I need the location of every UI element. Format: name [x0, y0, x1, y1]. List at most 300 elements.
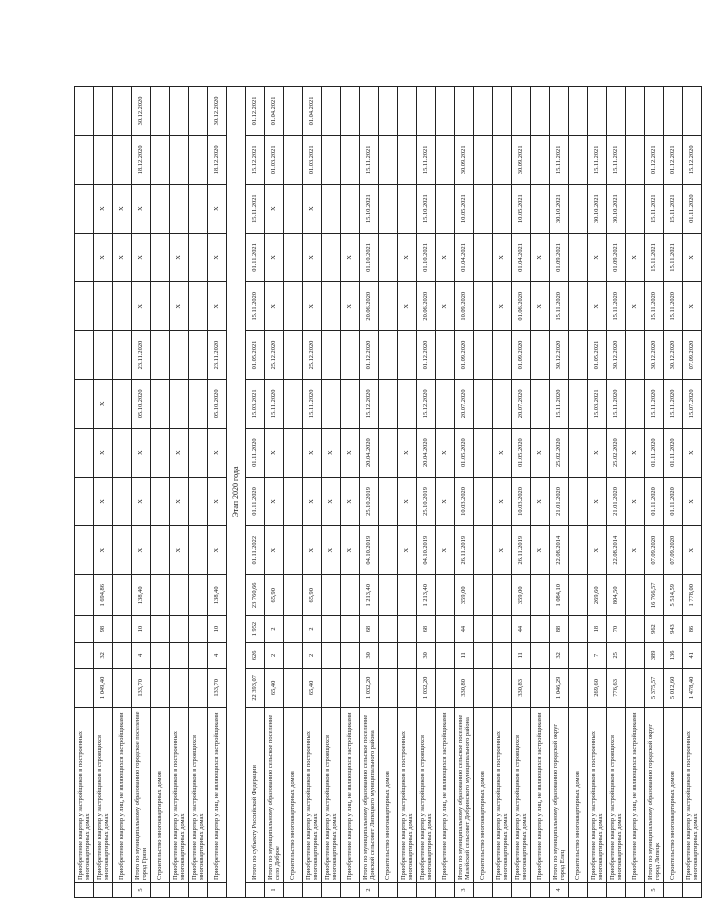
- date-cell: [189, 184, 208, 233]
- date-cell: X: [208, 477, 227, 526]
- stage-header-row: [227, 87, 246, 898]
- numeric-cell: 16 766,57: [645, 575, 664, 616]
- date-cell: X: [588, 282, 607, 331]
- date-cell: 01.11.2021: [246, 233, 265, 282]
- numeric-cell: [113, 616, 132, 642]
- numeric-cell: 962: [645, 616, 664, 642]
- date-cell: [322, 87, 341, 136]
- date-cell: [284, 477, 303, 526]
- numeric-cell: [379, 642, 398, 668]
- date-cell: X: [398, 428, 417, 477]
- numeric-cell: [626, 642, 645, 668]
- date-cell: [569, 184, 588, 233]
- numeric-cell: 18: [588, 616, 607, 642]
- date-cell: X: [493, 428, 512, 477]
- date-cell: [284, 87, 303, 136]
- date-cell: [113, 135, 132, 184]
- numeric-cell: [189, 616, 208, 642]
- date-cell: X: [170, 526, 189, 575]
- date-cell: [398, 184, 417, 233]
- date-cell: 22.08.2014: [550, 526, 569, 575]
- numeric-cell: [474, 575, 493, 616]
- date-cell: [322, 282, 341, 331]
- date-cell: 30.10.2021: [588, 184, 607, 233]
- date-cell: X: [626, 526, 645, 575]
- numeric-cell: [569, 575, 588, 616]
- date-cell: [607, 87, 626, 136]
- date-cell: X: [170, 233, 189, 282]
- date-cell: X: [683, 526, 702, 575]
- date-cell: [284, 135, 303, 184]
- date-cell: 15.11.2021: [360, 135, 379, 184]
- date-cell: X: [94, 477, 113, 526]
- numeric-cell: [75, 575, 94, 616]
- numeric-cell: 4: [208, 642, 227, 668]
- date-cell: [531, 87, 550, 136]
- numeric-cell: 389: [645, 642, 664, 668]
- numeric-cell: [284, 616, 303, 642]
- date-cell: [341, 135, 360, 184]
- date-cell: X: [132, 477, 151, 526]
- date-cell: X: [398, 526, 417, 575]
- row-description: Приобретение квартир у застройщиков в построенных многоквартирных домах: [303, 707, 322, 882]
- date-cell: [379, 379, 398, 428]
- date-cell: [189, 477, 208, 526]
- numeric-cell: 1 084,10: [550, 575, 569, 616]
- numeric-cell: 138,40: [208, 575, 227, 616]
- date-cell: X: [626, 282, 645, 331]
- date-cell: [75, 477, 94, 526]
- row-description: Приобретение квартир у застройщиков в строящихся многоквартирных домах: [189, 707, 208, 882]
- date-cell: 15.11.2020: [607, 379, 626, 428]
- date-cell: 01.10.2021: [360, 233, 379, 282]
- row-number: [436, 882, 455, 897]
- numeric-cell: 133,70: [132, 668, 151, 707]
- date-cell: X: [303, 526, 322, 575]
- date-cell: X: [94, 233, 113, 282]
- numeric-cell: 5 012,60: [664, 668, 683, 707]
- date-cell: 20.07.2020: [455, 379, 474, 428]
- numeric-cell: [341, 642, 360, 668]
- stage-title: Этап 2020 года: [227, 87, 246, 898]
- row-number: [474, 882, 493, 897]
- row-number: [569, 882, 588, 897]
- date-cell: 15.11.2021: [664, 233, 683, 282]
- row-description: Приобретение квартир у лиц, не являющихся застройщиками: [626, 707, 645, 882]
- date-cell: X: [341, 282, 360, 331]
- table-row: [151, 87, 170, 898]
- table-row: [284, 87, 303, 898]
- numeric-cell: 68: [360, 616, 379, 642]
- numeric-cell: 1 694,86: [94, 575, 113, 616]
- table-row: [341, 87, 360, 898]
- date-cell: X: [208, 233, 227, 282]
- date-cell: X: [265, 428, 284, 477]
- date-cell: X: [398, 233, 417, 282]
- table-row: [645, 87, 664, 898]
- date-cell: 01.05.2021: [588, 331, 607, 380]
- numeric-cell: [569, 668, 588, 707]
- date-cell: [569, 477, 588, 526]
- table-row: [531, 87, 550, 898]
- date-cell: X: [265, 526, 284, 575]
- date-cell: [151, 526, 170, 575]
- numeric-cell: 1 032,20: [360, 668, 379, 707]
- date-cell: 15.07.2020: [683, 379, 702, 428]
- numeric-cell: 65,90: [265, 575, 284, 616]
- date-cell: [436, 379, 455, 428]
- date-cell: 01.11.2020: [645, 428, 664, 477]
- date-cell: 04.10.2019: [417, 526, 436, 575]
- numeric-cell: [531, 668, 550, 707]
- date-cell: [94, 331, 113, 380]
- numeric-cell: 943: [664, 616, 683, 642]
- date-cell: 01.03.2021: [265, 135, 284, 184]
- date-cell: [474, 379, 493, 428]
- numeric-cell: [170, 668, 189, 707]
- row-description: Итого по муниципальному образованию сельское поселение Донской сельсовет Липецкого муниципального района: [360, 707, 379, 882]
- row-number: 3: [455, 882, 474, 897]
- date-cell: [398, 331, 417, 380]
- numeric-cell: 2: [303, 642, 322, 668]
- table-row: [550, 87, 569, 898]
- date-cell: X: [626, 233, 645, 282]
- numeric-cell: [341, 575, 360, 616]
- date-cell: 18.12.2020: [208, 135, 227, 184]
- numeric-cell: 65,40: [265, 668, 284, 707]
- date-cell: [170, 135, 189, 184]
- row-description: Итого по муниципальному образованию сельское поселение село Доброе: [265, 707, 284, 882]
- date-cell: 01.06.2020: [512, 282, 531, 331]
- date-cell: [113, 282, 132, 331]
- date-cell: X: [322, 526, 341, 575]
- date-cell: X: [132, 233, 151, 282]
- numeric-cell: [189, 642, 208, 668]
- date-cell: X: [493, 526, 512, 575]
- row-description: Строительство многоквартирных домов: [379, 707, 398, 882]
- date-cell: [189, 135, 208, 184]
- date-cell: X: [436, 428, 455, 477]
- date-cell: [189, 428, 208, 477]
- row-description: Приобретение квартир у застройщиков в построенных многоквартирных домах: [493, 707, 512, 882]
- date-cell: [474, 526, 493, 575]
- date-cell: 20.04.2020: [360, 428, 379, 477]
- numeric-cell: [531, 642, 550, 668]
- row-number: [75, 882, 94, 897]
- numeric-cell: [341, 668, 360, 707]
- date-cell: X: [94, 184, 113, 233]
- row-number: [398, 882, 417, 897]
- row-description: Приобретение квартир у застройщиков в построенных многоквартирных домах: [75, 707, 94, 882]
- date-cell: 26.11.2019: [512, 526, 531, 575]
- numeric-cell: 88: [550, 616, 569, 642]
- date-cell: [379, 526, 398, 575]
- row-number: [189, 882, 208, 897]
- date-cell: X: [683, 428, 702, 477]
- numeric-cell: 30: [360, 642, 379, 668]
- date-cell: [398, 87, 417, 136]
- date-cell: [512, 87, 531, 136]
- date-cell: 23.11.2020: [208, 331, 227, 380]
- date-cell: 15.03.2021: [588, 379, 607, 428]
- date-cell: [75, 184, 94, 233]
- numeric-cell: 32: [550, 642, 569, 668]
- date-cell: 20.06.2020: [360, 282, 379, 331]
- date-cell: [569, 379, 588, 428]
- date-cell: 15.10.2021: [417, 184, 436, 233]
- row-description: Строительство многоквартирных домов: [151, 707, 170, 882]
- date-cell: [170, 379, 189, 428]
- table-row: [379, 87, 398, 898]
- row-number: [626, 882, 645, 897]
- date-cell: 15.11.2021: [588, 135, 607, 184]
- date-cell: 30.09.2021: [512, 135, 531, 184]
- numeric-cell: [436, 668, 455, 707]
- date-cell: 15.10.2021: [360, 184, 379, 233]
- date-cell: X: [683, 477, 702, 526]
- date-cell: X: [265, 282, 284, 331]
- numeric-cell: [531, 616, 550, 642]
- date-cell: 25.02.2020: [607, 428, 626, 477]
- table-row: [626, 87, 645, 898]
- row-description: Итого по муниципальному образованию городской округ город Липецк: [645, 707, 664, 882]
- row-number: [683, 882, 702, 897]
- date-cell: 15.11.2020: [607, 282, 626, 331]
- numeric-cell: 10: [132, 616, 151, 642]
- numeric-cell: 359,00: [455, 575, 474, 616]
- date-cell: [493, 87, 512, 136]
- table-row: [474, 87, 493, 898]
- date-cell: [284, 379, 303, 428]
- date-cell: 01.09.2020: [455, 331, 474, 380]
- numeric-cell: [379, 668, 398, 707]
- date-cell: [75, 87, 94, 136]
- date-cell: 20.04.2020: [417, 428, 436, 477]
- date-cell: [379, 477, 398, 526]
- numeric-cell: [531, 575, 550, 616]
- date-cell: X: [303, 233, 322, 282]
- date-cell: [569, 331, 588, 380]
- numeric-cell: 330,80: [455, 668, 474, 707]
- date-cell: 20.06.2020: [417, 282, 436, 331]
- numeric-cell: [379, 616, 398, 642]
- row-number: [113, 882, 132, 897]
- date-cell: X: [132, 184, 151, 233]
- date-cell: 01.12.2021: [664, 135, 683, 184]
- date-cell: [398, 135, 417, 184]
- numeric-cell: 25: [607, 642, 626, 668]
- numeric-cell: [75, 642, 94, 668]
- date-cell: 30.12.2020: [208, 87, 227, 136]
- date-cell: [626, 379, 645, 428]
- row-description: Приобретение квартир у застройщиков в построенных многоквартирных домах: [683, 707, 702, 882]
- numeric-cell: [493, 668, 512, 707]
- date-cell: [189, 233, 208, 282]
- row-number: 5: [132, 882, 151, 897]
- table-row: [94, 87, 113, 898]
- date-cell: [322, 379, 341, 428]
- date-cell: [284, 331, 303, 380]
- date-cell: X: [588, 233, 607, 282]
- date-cell: [75, 428, 94, 477]
- date-cell: 30.10.2021: [607, 184, 626, 233]
- numeric-cell: [398, 642, 417, 668]
- numeric-cell: [170, 642, 189, 668]
- date-cell: [550, 87, 569, 136]
- date-cell: X: [303, 184, 322, 233]
- row-number: [94, 882, 113, 897]
- date-cell: 15.11.2021: [550, 135, 569, 184]
- row-description: Итого по муниципальному образованию сельское поселение Мазейский сельсовет Добринского муниципального района: [455, 707, 474, 882]
- date-cell: 01.11.2020: [246, 477, 265, 526]
- date-cell: X: [113, 184, 132, 233]
- date-cell: 15.12.2020: [417, 379, 436, 428]
- numeric-cell: [569, 642, 588, 668]
- row-description: Строительство многоквартирных домов: [284, 707, 303, 882]
- row-number: 4: [550, 882, 569, 897]
- date-cell: [569, 526, 588, 575]
- date-cell: 01.05.2020: [455, 428, 474, 477]
- date-cell: [474, 184, 493, 233]
- numeric-cell: [398, 575, 417, 616]
- date-cell: X: [493, 282, 512, 331]
- table-row: [417, 87, 436, 898]
- numeric-cell: 1 478,40: [683, 668, 702, 707]
- date-cell: 01.12.2021: [246, 87, 265, 136]
- date-cell: 30.12.2020: [550, 331, 569, 380]
- date-cell: X: [322, 477, 341, 526]
- numeric-cell: 11: [455, 642, 474, 668]
- numeric-cell: [284, 642, 303, 668]
- date-cell: [493, 184, 512, 233]
- date-cell: [379, 233, 398, 282]
- numeric-cell: [493, 616, 512, 642]
- date-cell: 01.09.2021: [607, 233, 626, 282]
- date-cell: X: [170, 428, 189, 477]
- date-cell: 10.03.2020: [512, 477, 531, 526]
- date-cell: X: [113, 233, 132, 282]
- date-cell: 30.09.2021: [455, 135, 474, 184]
- row-number: [531, 882, 550, 897]
- date-cell: 01.11.2020: [664, 477, 683, 526]
- date-cell: X: [208, 526, 227, 575]
- numeric-cell: 4: [132, 642, 151, 668]
- numeric-cell: 68: [417, 616, 436, 642]
- date-cell: [75, 135, 94, 184]
- date-cell: [189, 87, 208, 136]
- date-cell: X: [626, 428, 645, 477]
- numeric-cell: 41: [683, 642, 702, 668]
- table-row: [170, 87, 189, 898]
- date-cell: [626, 184, 645, 233]
- date-cell: 05.10.2020: [208, 379, 227, 428]
- date-cell: 04.10.2019: [360, 526, 379, 575]
- numeric-cell: [474, 642, 493, 668]
- date-cell: [645, 87, 664, 136]
- row-number: [151, 882, 170, 897]
- table-row: [664, 87, 683, 898]
- date-cell: [151, 379, 170, 428]
- numeric-cell: 10: [208, 616, 227, 642]
- row-description: Приобретение квартир у лиц, не являющихся застройщиками: [208, 707, 227, 882]
- date-cell: [379, 282, 398, 331]
- date-cell: 15.12.2020: [360, 379, 379, 428]
- numeric-cell: 269,60: [588, 668, 607, 707]
- numeric-cell: [113, 642, 132, 668]
- date-cell: [113, 477, 132, 526]
- date-cell: X: [683, 282, 702, 331]
- date-cell: [151, 184, 170, 233]
- numeric-cell: [474, 616, 493, 642]
- row-description: Приобретение квартир у застройщиков в строящихся многоквартирных домах: [512, 707, 531, 882]
- row-description: Приобретение квартир у застройщиков в строящихся многоквартирных домах: [322, 707, 341, 882]
- date-cell: X: [341, 477, 360, 526]
- date-cell: [113, 379, 132, 428]
- date-cell: [360, 87, 379, 136]
- row-description: Приобретение квартир у застройщиков в строящихся многоквартирных домах: [417, 707, 436, 882]
- date-cell: [436, 87, 455, 136]
- date-cell: X: [436, 477, 455, 526]
- date-cell: [151, 87, 170, 136]
- date-cell: [474, 282, 493, 331]
- numeric-cell: [398, 616, 417, 642]
- date-cell: X: [683, 233, 702, 282]
- numeric-cell: 11: [512, 642, 531, 668]
- table-row: [512, 87, 531, 898]
- row-description: Приобретение квартир у застройщиков в построенных многоквартирных домах: [398, 707, 417, 882]
- date-cell: 20.07.2020: [512, 379, 531, 428]
- date-cell: [322, 331, 341, 380]
- date-cell: 15.11.2020: [645, 282, 664, 331]
- date-cell: [284, 184, 303, 233]
- table-row: [455, 87, 474, 898]
- date-cell: [569, 87, 588, 136]
- date-cell: [189, 331, 208, 380]
- numeric-cell: [170, 575, 189, 616]
- numeric-cell: [626, 575, 645, 616]
- numeric-cell: 133,70: [208, 668, 227, 707]
- table-row: [132, 87, 151, 898]
- date-cell: X: [132, 428, 151, 477]
- row-number: [303, 882, 322, 897]
- numeric-cell: [189, 668, 208, 707]
- numeric-cell: [322, 668, 341, 707]
- numeric-cell: 30: [417, 642, 436, 668]
- date-cell: [436, 135, 455, 184]
- date-cell: [113, 87, 132, 136]
- date-cell: [170, 87, 189, 136]
- date-cell: X: [94, 428, 113, 477]
- numeric-cell: [436, 575, 455, 616]
- row-number: [246, 882, 265, 897]
- date-cell: [341, 184, 360, 233]
- date-cell: [664, 87, 683, 136]
- numeric-cell: 2: [265, 616, 284, 642]
- numeric-cell: [493, 642, 512, 668]
- date-cell: X: [303, 477, 322, 526]
- numeric-cell: [569, 616, 588, 642]
- numeric-cell: 776,63: [607, 668, 626, 707]
- date-cell: [531, 184, 550, 233]
- row-number: [493, 882, 512, 897]
- date-cell: X: [170, 477, 189, 526]
- table-row: [246, 87, 265, 898]
- row-number: [379, 882, 398, 897]
- date-cell: [189, 526, 208, 575]
- date-cell: 15.11.2020: [265, 379, 284, 428]
- date-cell: X: [531, 477, 550, 526]
- date-cell: [75, 282, 94, 331]
